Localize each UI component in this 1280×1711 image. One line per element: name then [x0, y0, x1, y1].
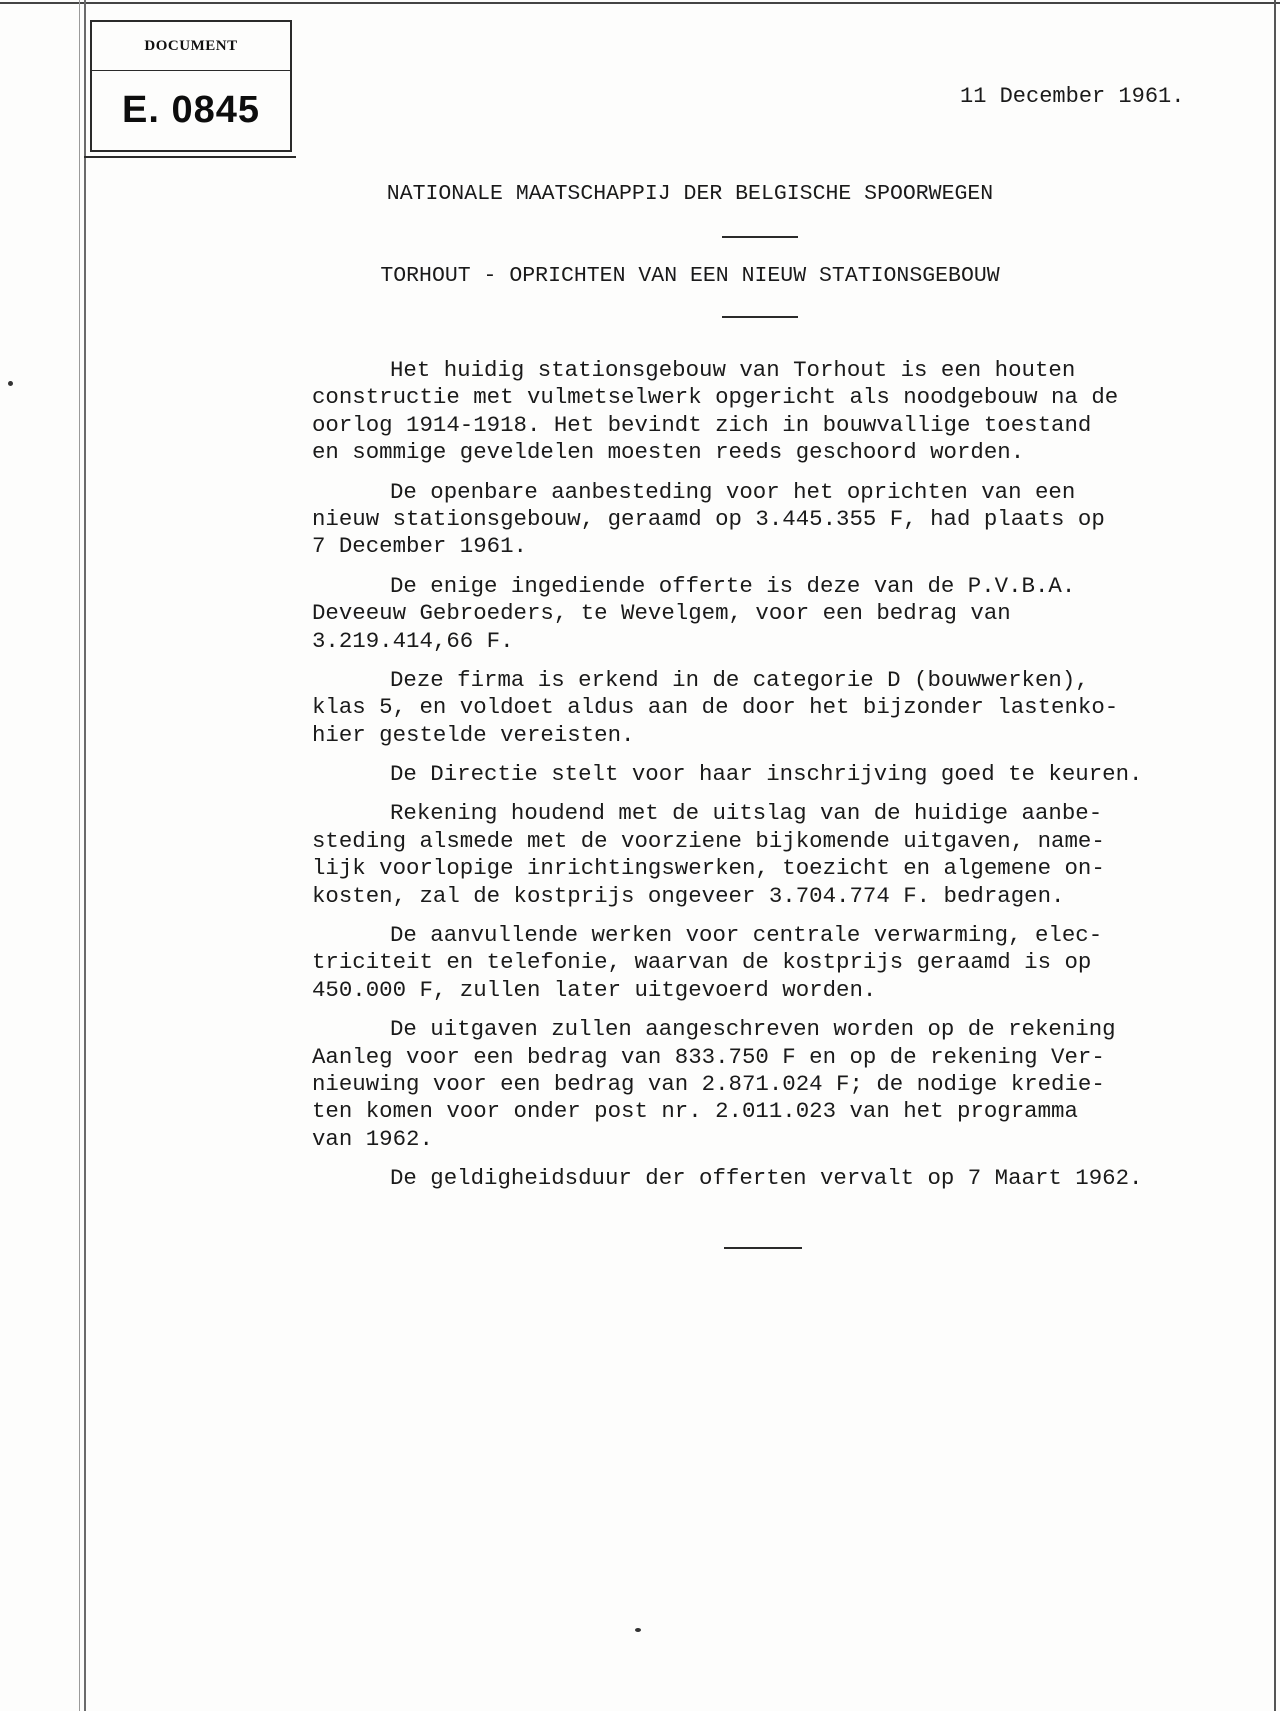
text-line: De enige ingediende offerte is deze van de P.V.B.A.: [390, 572, 1076, 599]
text-line: Het huidig stationsgebouw van Torhout is een houten: [390, 357, 1076, 383]
scan-speck: [635, 1628, 641, 1632]
subject-divider: [722, 316, 798, 318]
text-line: Rekening houdend met de uitslag van de huidige aanbe-: [390, 800, 1103, 827]
scan-edge-left: [84, 0, 86, 1711]
text-line: De geldigheidsduur der offerten vervalt op 7 Maart 1962.: [390, 1165, 1143, 1192]
text-line: steding alsmede met de voorziene bijkomende uitgaven, name-: [312, 827, 1105, 854]
text-line: Aanleg voor een bedrag van 833.750 F en op de rekening Ver-: [312, 1043, 1105, 1070]
text-line: 7 December 1961.: [312, 533, 527, 560]
text-line: van 1962.: [312, 1125, 433, 1152]
organization-heading: NATIONALE MAATSCHAPPIJ DER BELGISCHE SPOORWEGEN: [386, 182, 994, 206]
document-date: 11 December 1961.: [960, 84, 1185, 109]
text-line: oorlog 1914-1918. Het bevindt zich in bouwvallige toestand: [312, 411, 1092, 438]
document-stamp: [84, 14, 294, 164]
text-line: nieuw stationsgebouw, geraamd op 3.445.355 F, had plaats op: [312, 505, 1105, 532]
paragraph: [312, 800, 1242, 910]
paragraph: [312, 1165, 1242, 1192]
text-line: kosten, zal de kostprijs ongeveer 3.704.774 F. bedragen.: [312, 882, 1065, 909]
paragraph: [312, 922, 1242, 1004]
stamp-underline: [84, 156, 296, 158]
text-line: Deveeuw Gebroeders, te Wevelgem, voor een bedrag van: [312, 600, 1011, 627]
text-line: De openbare aanbesteding voor het oprichten van een: [390, 478, 1076, 505]
text-line: ten komen voor onder post nr. 2.011.023 van het programma: [312, 1098, 1078, 1125]
stamp-code-box: [90, 70, 292, 152]
paragraph: [312, 479, 1242, 561]
text-line: en sommige geveldelen moesten reeds geschoord worden.: [312, 439, 1025, 466]
paragraph: [312, 761, 1242, 788]
stamp-code: E. 0845: [122, 88, 260, 131]
paragraph: [312, 667, 1242, 749]
text-line: De aanvullende werken voor centrale verwarming, elec-: [390, 922, 1103, 949]
paragraph: [312, 1016, 1242, 1153]
paragraph: [312, 357, 1242, 467]
stamp-label-box: [90, 20, 292, 71]
scan-speck: [8, 381, 13, 386]
paragraph: [312, 573, 1242, 655]
text-line: triciteit en telefonie, waarvan de kostprijs geraamd is op: [312, 949, 1092, 976]
text-line: 3.219.414,66 F.: [312, 627, 514, 654]
subject-heading: TORHOUT - OPRICHTEN VAN EEN NIEUW STATIONSGEBOUW: [380, 264, 1000, 288]
text-line: De uitgaven zullen aangeschreven worden op de rekening: [390, 1016, 1116, 1043]
text-line: 450.000 F, zullen later uitgevoerd worden.: [312, 976, 877, 1003]
text-line: hier gestelde vereisten.: [312, 721, 635, 748]
heading-divider: [722, 236, 798, 238]
scan-edge-left-outer: [79, 0, 80, 1711]
text-line: lijk voorlopige inrichtingswerken, toezicht en algemene on-: [312, 855, 1105, 882]
text-line: nieuwing voor een bedrag van 2.871.024 F; de nodige kredie-: [312, 1070, 1105, 1097]
text-line: constructie met vulmetselwerk opgericht als noodgebouw na de: [312, 384, 1119, 411]
stamp-label: DOCUMENT: [144, 37, 238, 54]
closing-divider: [724, 1247, 802, 1249]
scan-edge-right: [1274, 0, 1276, 1711]
document-body: [312, 357, 1242, 1205]
text-line: klas 5, en voldoet aldus aan de door het bijzonder lastenko-: [312, 694, 1119, 721]
text-line: De Directie stelt voor haar inschrijving goed te keuren.: [390, 761, 1143, 788]
text-line: Deze firma is erkend in de categorie D (bouwwerken),: [390, 666, 1089, 693]
scan-edge-top: [0, 2, 1280, 4]
